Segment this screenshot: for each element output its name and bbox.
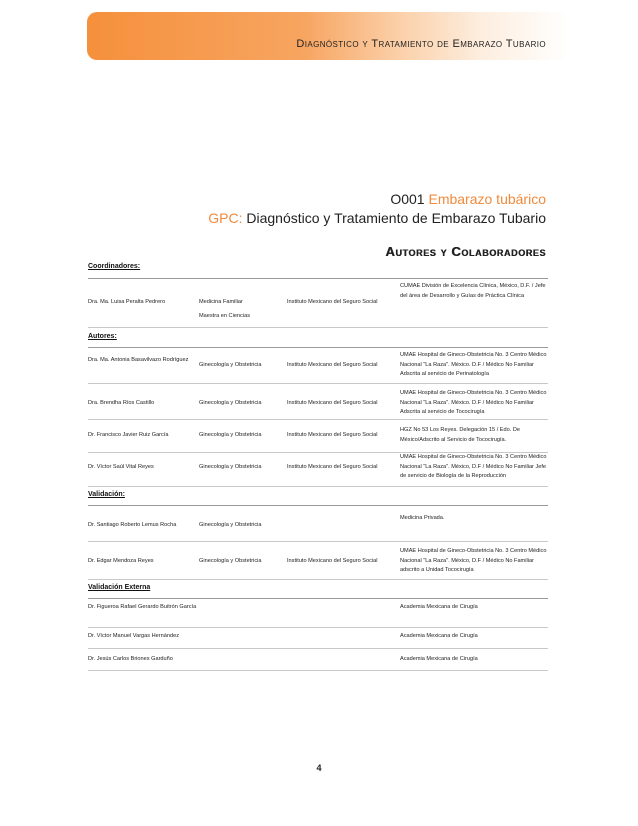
author-name: Dra. Ma. Antonia Basavilvazo Rodríguez: [88, 357, 189, 363]
author-specialty: Ginecología y Obstetricia: [199, 400, 262, 406]
author-specialty: Ginecología y Obstetricia: [199, 362, 262, 368]
author-name: Dr. Francisco Javier Ruiz García: [88, 432, 169, 438]
gpc-prefix: GPC:: [208, 210, 243, 226]
author-specialty: Ginecología y Obstetricia: [199, 522, 262, 528]
divider: [88, 627, 548, 628]
document-code: O001: [390, 191, 425, 207]
author-institution: Instituto Mexicano del Seguro Social: [287, 432, 378, 438]
divider: [88, 541, 548, 542]
author-affiliation: UMAE Hospital de Gineco-Obstetricia No. 3 Centro Médico Nacional "La Raza". México, D.F / Médico No Familiar adscrito a Unidad Tococirugía: [400, 548, 547, 573]
author-name: Dr. Santiago Roberto Lemus Rocha: [88, 522, 177, 528]
divider: [88, 648, 548, 649]
author-affiliation: UMAE Hospital de Gineco-Obstetricia No. 3 Centro Médico Nacional "La Raza". México, D.F / Médico No Familiar Jefe de servicio de Biología de la Reproducción: [400, 454, 547, 479]
author-institution: Instituto Mexicano del Seguro Social: [287, 362, 378, 368]
author-name: Dr. Jesús Carlos Briones Garduño: [88, 656, 173, 662]
author-specialty: Ginecología y Obstetricia: [199, 464, 262, 470]
divider: [88, 505, 548, 506]
divider: [88, 598, 548, 599]
author-specialty: Ginecología y Obstetricia: [199, 432, 262, 438]
author-name: Dr. Víctor Saúl Vital Reyes: [88, 464, 154, 470]
section-heading: Autores y Colaboradores: [385, 244, 546, 259]
author-name: Dra. Ma. Luisa Peralta Pedrero: [88, 299, 166, 305]
author-affiliation: HGZ No 53 Los Reyes. Delegación 15 / Edo. De México/Adscrito al Servicio de Tococirugía.: [400, 427, 521, 443]
group-label-validacion: Validación:: [88, 491, 125, 498]
author-affiliation: Academia Mexicana de Cirugía: [400, 633, 478, 639]
gpc-title: Diagnóstico y Tratamiento de Embarazo Tubario: [246, 210, 546, 226]
author-name: Dr. Figueroa Rafael Gerardo Buitrón García: [88, 604, 197, 610]
author-affiliation: CUMAE División de Excelencia Clínica, México, D.F. / Jefe del área de Desarrollo y Guías de Práctica Clínica: [400, 283, 546, 299]
divider: [88, 347, 548, 348]
running-header-title: Diagnóstico y Tratamiento de Embarazo Tubario: [296, 38, 546, 50]
author-affiliation: Medicina Privada.: [400, 515, 445, 521]
document-code-description: Embarazo tubárico: [428, 191, 546, 207]
group-label-coordinadores: Coordinadores:: [88, 263, 141, 270]
divider: [88, 278, 548, 279]
group-label-autores: Autores:: [88, 333, 117, 340]
author-name: Dr. Víctor Manuel Vargas Hernández: [88, 633, 179, 639]
gpc-title-line: [208, 210, 546, 226]
author-institution: Instituto Mexicano del Seguro Social: [287, 400, 378, 406]
author-specialty: Ginecología y Obstetricia: [199, 558, 262, 564]
author-affiliation: Academia Mexicana de Cirugía: [400, 656, 478, 662]
divider: [88, 670, 548, 671]
author-specialty: Medicina Familiar: [199, 299, 243, 305]
author-name: Dra. Brendha Ríos Castillo: [88, 400, 155, 406]
divider: [88, 383, 548, 384]
author-specialty-secondary: Maestra en Ciencias: [199, 313, 250, 319]
author-affiliation: UMAE Hospital de Gineco-Obstetricia No. 3 Centro Médico Nacional "La Raza". México. D.F / Médico No Familiar Adscrita al servicio de Tococirugía: [400, 390, 547, 415]
author-institution: Instituto Mexicano del Seguro Social: [287, 558, 378, 564]
author-institution: Instituto Mexicano del Seguro Social: [287, 299, 378, 305]
divider: [88, 486, 548, 487]
group-label-validacion-externa: Validación Externa: [88, 584, 151, 591]
page-number: 4: [316, 763, 322, 773]
author-name: Dr. Edgar Mendoza Reyes: [88, 558, 154, 564]
document-code-line: [390, 191, 546, 207]
header-banner: [87, 12, 569, 60]
author-affiliation: UMAE Hospital de Gineco-Obstetricia No. 3 Centro Médico Nacional "La Raza". México. D.F / Médico No Familiar Adscrita al servicio de Perinatología: [400, 352, 547, 377]
author-affiliation: Academia Mexicana de Cirugía: [400, 604, 478, 610]
divider: [88, 327, 548, 328]
author-institution: Instituto Mexicano del Seguro Social: [287, 464, 378, 470]
divider: [88, 579, 548, 580]
divider: [88, 419, 548, 420]
